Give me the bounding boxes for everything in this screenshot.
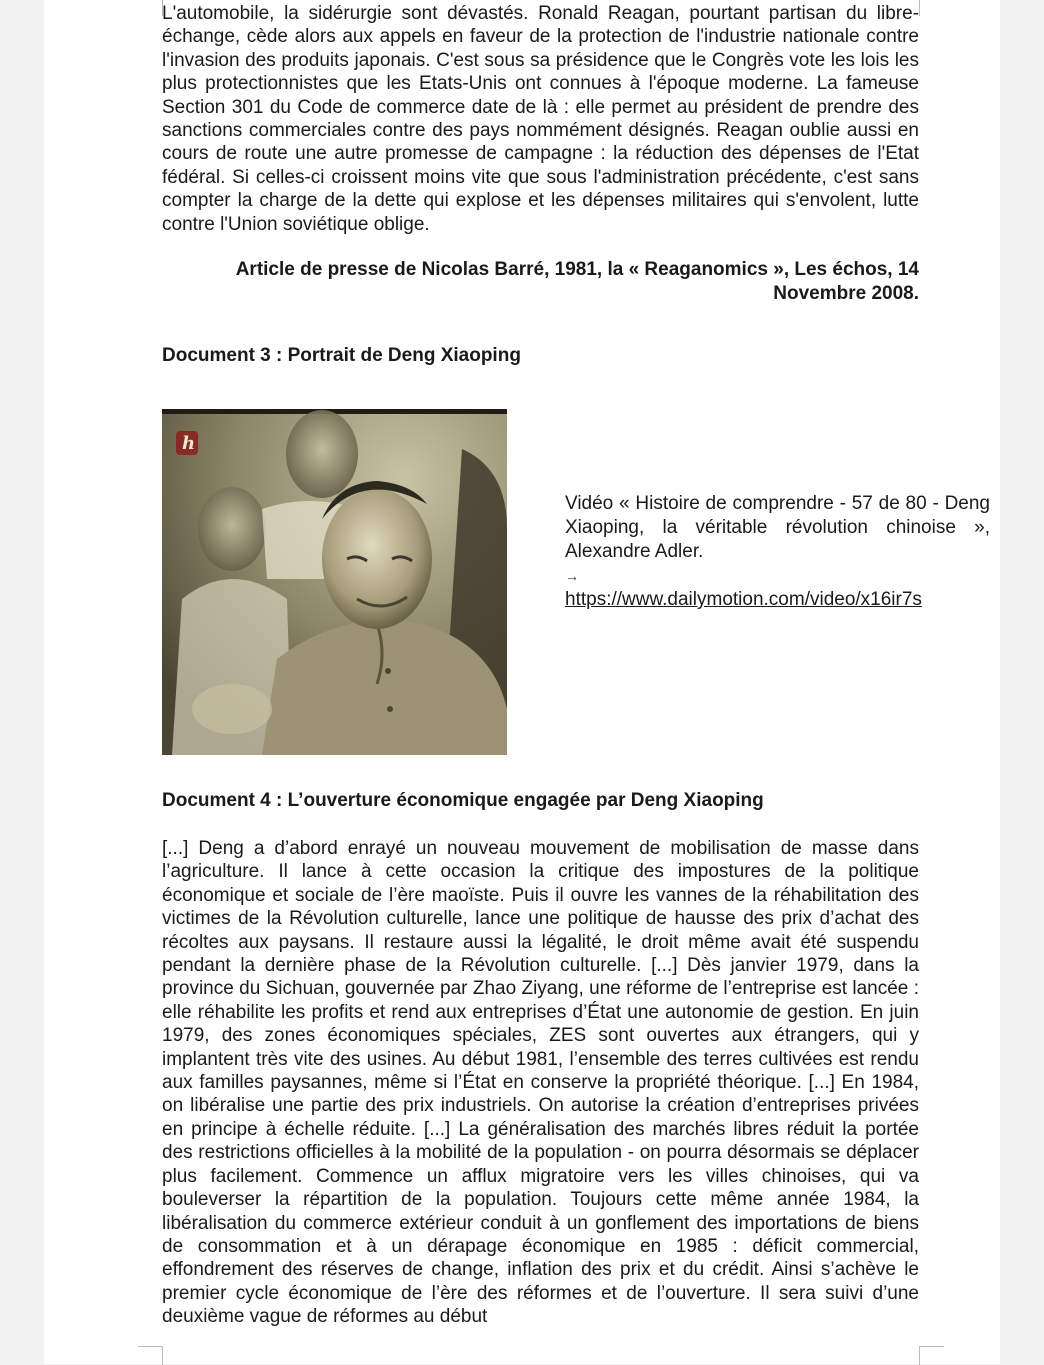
citation-line-1: Article de presse de Nicolas Barré, 1981, la « Reaganomics », Les échos, 14 — [235, 259, 919, 280]
photo-watermark: h — [182, 433, 196, 454]
crop-mark-bottom-right — [919, 1346, 944, 1365]
citation-reaganomics — [162, 258, 919, 306]
arrow-icon: → — [565, 568, 579, 584]
crop-mark-top-right — [919, 0, 942, 16]
video-caption-text: Vidéo « Histoire de comprendre - 57 de 80 - Deng Xiaoping, la véritable révolution chinoise », Alexandre Adler. — [565, 493, 990, 562]
video-caption — [565, 492, 990, 612]
deng-xiaoping-portrait — [162, 409, 507, 755]
citation-line-2: Novembre 2008. — [773, 283, 919, 304]
crop-mark-top-left — [140, 0, 163, 16]
document-3-heading: Document 3 : Portrait de Deng Xiaoping — [162, 345, 521, 366]
paragraph-reaganomics: L'automobile, la sidérurgie sont dévastés. Ronald Reagan, pourtant partisan du libre-échange, cède alors aux appels en faveur de la protection de l'industrie nationale contre l'invasion des produits japonais. C'est sous sa présidence que le Congrès vote les lois les plus protectionnistes que les Etats-Unis ont connues à l'époque moderne. La fameuse Section 301 du Code de commerce date de là : elle permet au président de prendre des sanctions commerciales contre des pays nommément désignés. Reagan oublie aussi en cours de route une autre promesse de campagne : la réduction des dépenses de l'Etat fédéral. Si celles-ci croissent moins vite que sous l'administration précédente, c'est sans compter la charge de la dette qui explose et les dépenses militaires qui s'envolent, lutte contre l'Union soviétique oblige. — [162, 3, 919, 235]
document-4-heading: Document 4 : L’ouverture économique engagée par Deng Xiaoping — [162, 790, 764, 811]
crop-mark-bottom-left — [138, 1346, 163, 1365]
document-page — [44, 0, 1000, 1364]
video-link[interactable]: https://www.dailymotion.com/video/x16ir7s — [565, 589, 922, 610]
paragraph-deng-reforms: [...] Deng a d’abord enrayé un nouveau mouvement de mobilisation de masse dans l’agriculture. Il lance à cette occasion la critique des impostures de la politique économique et sociale de l’ère maoïste. Puis il ouvre les vannes de la réhabilitation des victimes de la Révolution culturelle, lance une politique de hausse des prix d’achat des récoltes aux paysans. Il restaure aussi la légalité, le droit même avait été suspendu pendant la dernière phase de la Révolution culturelle. [...] Dès janvier 1979, dans la province du Sichuan, gouvernée par Zhao Ziyang, une réforme de l’entreprise est lancée : elle réhabilite les profits et rend aux entreprises d’État une autonomie de gestion. En juin 1979, des zones économiques spéciales, ZES sont ouvertes aux étrangers, qui y implantent très vite des usines. Au début 1981, l’ensemble des terres cultivées est rendu aux familles paysannes, même si l’État en conserve la propriété théorique. [...] En 1984, on libéralise une partie des prix industriels. On autorise la création d’entreprises privées en principe à échelle réduite. [...] La généralisation des marchés libres réduit la portée des restrictions officielles à la mobilité de la population - on pourra désormais se déplacer plus facilement. Commence un afflux migratoire vers les villes chinoises, qui va bouleverser la répartition de la population. Toujours cette même année 1984, la libéralisation du commerce extérieur conduit à un gonflement des importations de biens de consommation et à un dérapage économique en 1985 : déficit commercial, effondrement des réserves de change, inflation des prix et du crédit. Ainsi s’achève le premier cycle économique de l’ère des réformes et de l’ouverture. Il sera suivi d’une deuxième vague de réformes au début — [162, 838, 919, 1328]
